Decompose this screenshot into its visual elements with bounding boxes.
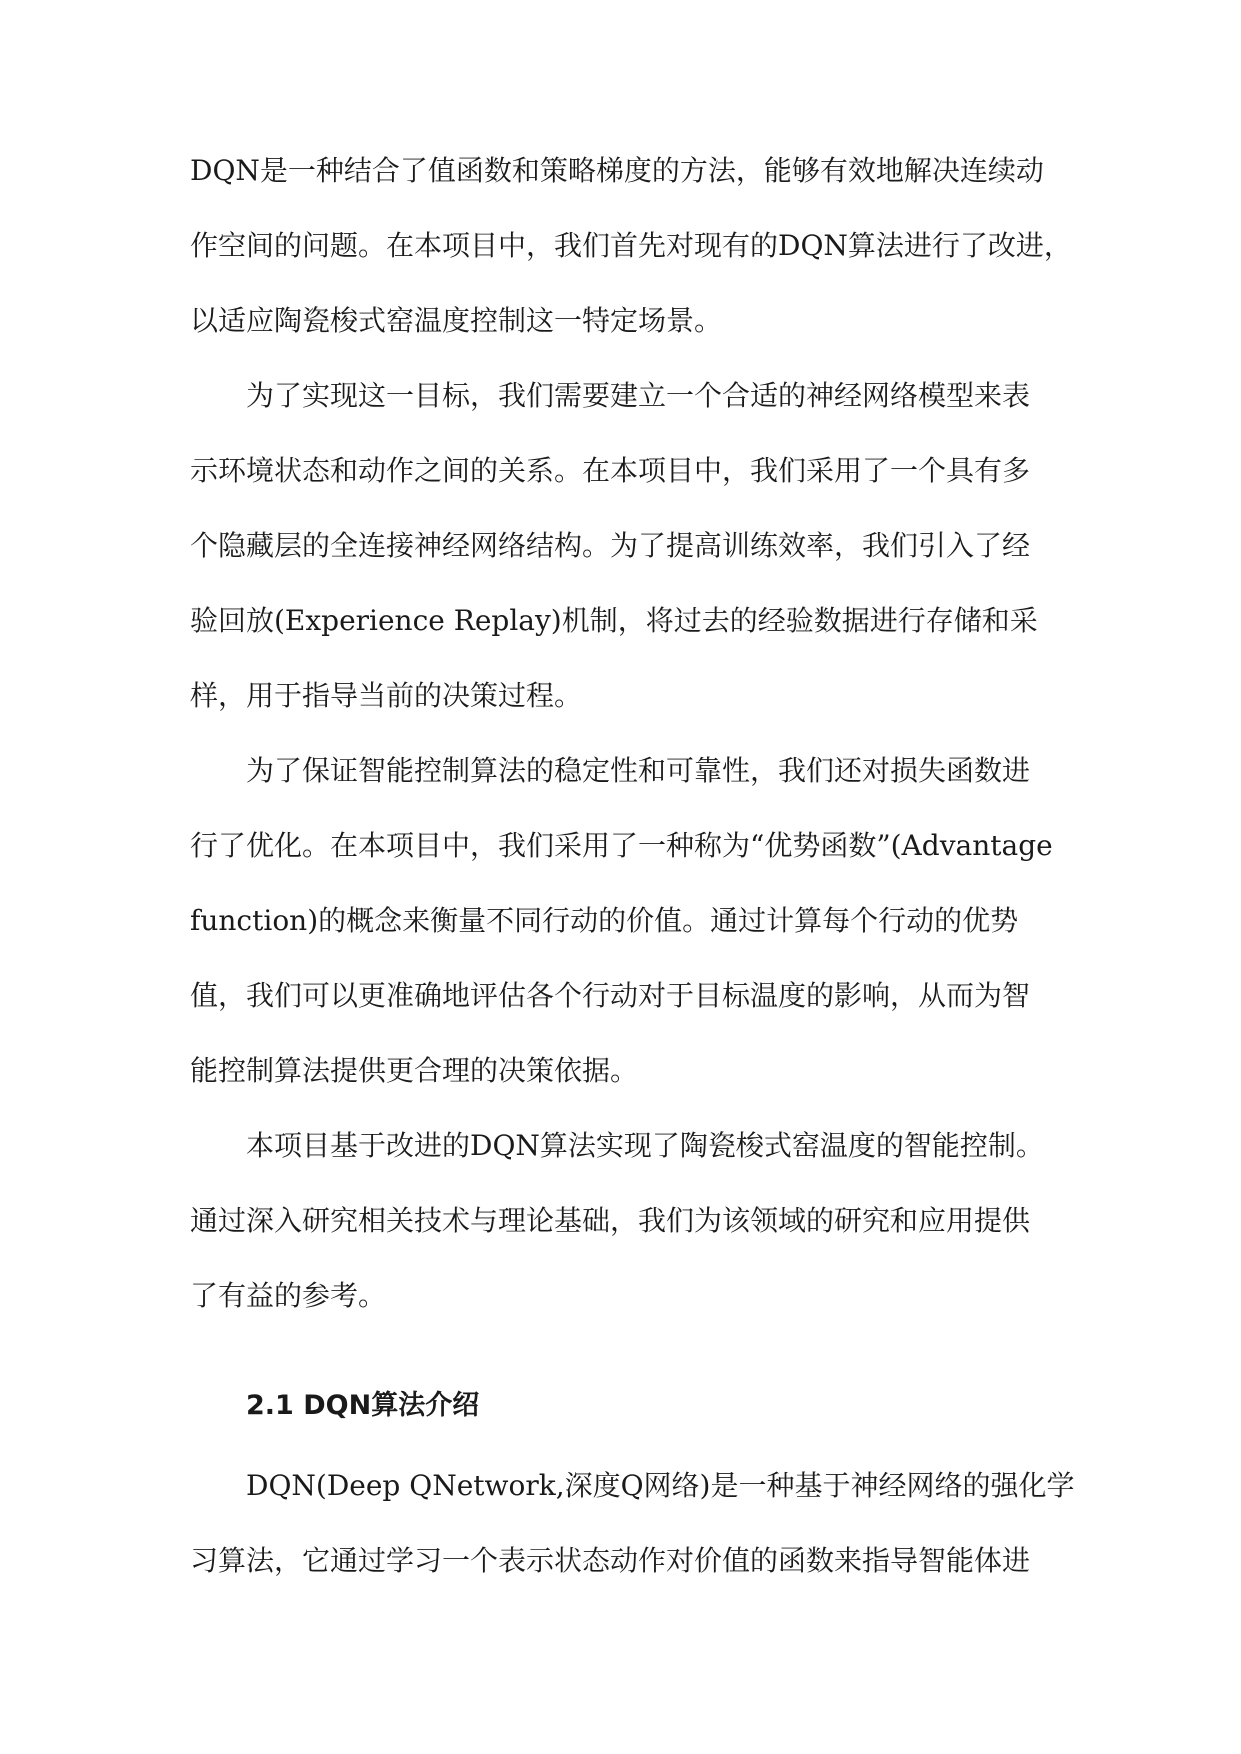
paragraph-1-line-3: 以适应陶瓷梭式窑温度控制这一特定场景。: [190, 304, 723, 337]
paragraph-2-line-5: 样，用于指导当前的决策过程。: [190, 679, 583, 712]
paragraph-5-line-2: 习算法，它通过学习一个表示状态动作对价值的函数来指导智能体进: [190, 1544, 1031, 1577]
paragraph-3-line-4: 值，我们可以更准确地评估各个行动对于目标温度的影响，从而为智: [190, 979, 1031, 1012]
paragraph-4-line-1: 本项目基于改进的DQN算法实现了陶瓷梭式窑温度的智能控制。: [246, 1129, 1044, 1162]
paragraph-2-line-4: 验回放(Experience Replay)机制，将过去的经验数据进行存储和采: [190, 604, 1038, 637]
paragraph-1-line-2: 作空间的问题。在本项目中，我们首先对现有的DQN算法进行了改进，: [190, 229, 1072, 262]
paragraph-2-line-2: 示环境状态和动作之间的关系。在本项目中，我们采用了一个具有多: [190, 454, 1031, 487]
paragraph-2-line-1: 为了实现这一目标，我们需要建立一个合适的神经网络模型来表: [246, 379, 1031, 412]
paragraph-3-line-5: 能控制算法提供更合理的决策依据。: [190, 1054, 639, 1087]
paragraph-2-line-3: 个隐藏层的全连接神经网络结构。为了提高训练效率，我们引入了经: [190, 529, 1031, 562]
paragraph-5-line-1: DQN(Deep QNetwork,深度Q网络)是一种基于神经网络的强化学: [246, 1469, 1075, 1502]
paragraph-3-line-2: 行了优化。在本项目中，我们采用了一种称为“优势函数”(Advantage: [190, 829, 1053, 862]
paragraph-1-line-1: DQN是一种结合了值函数和策略梯度的方法，能够有效地解决连续动: [190, 154, 1044, 187]
paragraph-4-line-3: 了有益的参考。: [190, 1279, 387, 1312]
paragraph-3-line-3: function)的概念来衡量不同行动的价值。通过计算每个行动的优势: [190, 904, 1019, 937]
paragraph-4-line-2: 通过深入研究相关技术与理论基础，我们为该领域的研究和应用提供: [190, 1204, 1031, 1237]
section-heading: 2.1 DQN算法介绍: [246, 1390, 480, 1421]
paragraph-3-line-1: 为了保证智能控制算法的稳定性和可靠性，我们还对损失函数进: [246, 754, 1031, 787]
